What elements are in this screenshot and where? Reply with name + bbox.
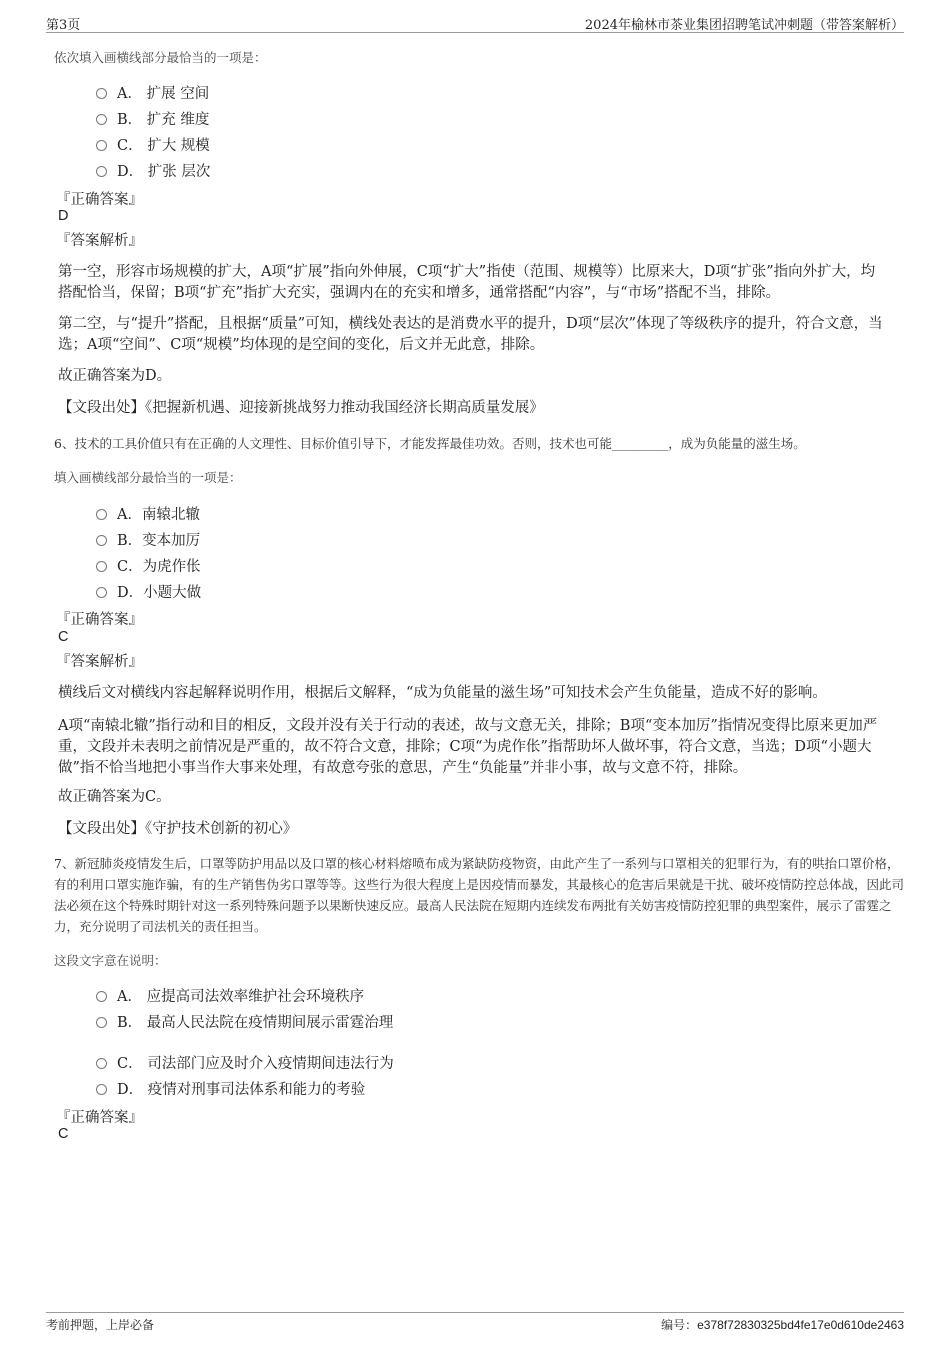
q6-analysis-label: 『答案解析』 bbox=[56, 654, 143, 670]
document-id: 编号：e378f72830325bd4fe17e0d610de2463 bbox=[661, 1318, 904, 1332]
radio-icon bbox=[96, 587, 107, 598]
q5-option-a[interactable]: A． 扩展 空间 bbox=[96, 82, 209, 103]
radio-icon bbox=[96, 166, 107, 177]
q6-analysis-1: 横线后文对横线内容起解释说明作用，根据后文解释，“成为负能量的滋生场”可知技术会产生负能量，造成不好的影响。 bbox=[58, 685, 827, 701]
q6-option-a[interactable]: A．南辕北辙 bbox=[96, 503, 200, 524]
radio-icon bbox=[96, 991, 107, 1002]
q5-analysis-1: 第一空，形容市场规模的扩大，A项“扩展”指向外伸展，C项“扩大”指使（范围、规模等）比原来大，D项“扩张”指向外扩大，均搭配恰当，保留；B项“扩充”指扩大充实，强调内在的充实和增多，通常搭配“内容”，与“市场”搭配不当，排除。 bbox=[58, 264, 876, 301]
q6-answer-label: 『正确答案』 bbox=[56, 612, 143, 628]
radio-icon bbox=[96, 140, 107, 151]
q7-option-a[interactable]: A． 应提高司法效率维护社会环境秩序 bbox=[96, 985, 364, 1006]
q7-prompt: 这段文字意在说明： bbox=[54, 953, 167, 968]
radio-icon bbox=[96, 114, 107, 125]
q7-answer: C bbox=[58, 1126, 69, 1142]
radio-icon bbox=[96, 509, 107, 520]
q7-option-c[interactable]: C． 司法部门应及时介入疫情期间违法行为 bbox=[96, 1052, 394, 1073]
q5-source: 【文段出处】《把握新机遇、迎接新挑战努力推动我国经济长期高质量发展》 bbox=[58, 400, 544, 416]
radio-icon bbox=[96, 1017, 107, 1028]
q5-analysis-2: 第二空，与“提升”搭配，且根据“质量”可知，横线处表达的是消费水平的提升，D项“层次”体现了等级秩序的提升，符合文意，当选；A项“空间”、C项“规模”均体现的是空间的变化，后文并无此意，排除。 bbox=[58, 316, 883, 353]
radio-icon bbox=[96, 1058, 107, 1069]
page-footer bbox=[46, 1312, 904, 1335]
radio-icon bbox=[96, 1084, 107, 1095]
q6-option-d[interactable]: D．小题大做 bbox=[96, 581, 201, 602]
page-number: 第3页 bbox=[46, 18, 81, 33]
q6-option-c[interactable]: C．为虎作伥 bbox=[96, 555, 201, 576]
q5-analysis-3: 故正确答案为D。 bbox=[58, 368, 172, 384]
q5-answer: D bbox=[58, 208, 69, 224]
q7-option-b[interactable]: B． 最高人民法院在疫情期间展示雷霆治理 bbox=[96, 1011, 393, 1032]
q7-text: 7、新冠肺炎疫情发生后，口罩等防护用品以及口罩的核心材料熔喷布成为紧缺防疫物资，由此产生了一系列与口罩相关的犯罪行为，有的哄抬口罩价格，有的利用口罩实施诈骗，有的生产销售伪劣口罩等等。这些行为很大程度上是因疫情而暴发，其最核心的危害后果就是干扰、破坏疫情防控总体战，因此司法必须在这个特殊时期针对这一系列特殊问题予以果断快速反应。最高人民法院在短期内连续发布两批有关妨害疫情防控犯罪的典型案件，展示了雷霆之力，充分说明了司法机关的责任担当。 bbox=[54, 856, 905, 934]
q5-option-d[interactable]: D． 扩张 层次 bbox=[96, 160, 210, 181]
radio-icon bbox=[96, 88, 107, 99]
q5-prompt: 依次填入画横线部分最恰当的一项是： bbox=[54, 50, 267, 65]
q6-answer: C bbox=[58, 629, 69, 645]
q7-option-d[interactable]: D． 疫情对刑事司法体系和能力的考验 bbox=[96, 1078, 365, 1099]
document-title: 2024年榆林市茶业集团招聘笔试冲刺题（带答案解析） bbox=[584, 18, 904, 33]
q6-analysis-3: 故正确答案为C。 bbox=[58, 789, 171, 805]
page-header bbox=[46, 14, 904, 33]
q6-prompt: 填入画横线部分最恰当的一项是： bbox=[54, 470, 242, 485]
q6-option-b[interactable]: B．变本加厉 bbox=[96, 529, 200, 550]
q6-source: 【文段出处】《守护技术创新的初心》 bbox=[58, 821, 298, 837]
q6-analysis-2: A项“南辕北辙”指行动和目的相反，文段并没有关于行动的表述，故与文意无关，排除；B项“变本加厉”指情况变得比原来更加严重，文段并未表明之前情况是严重的，故不符合文意，排除；C项“为虎作伥”指帮助坏人做坏事，符合文意，当选；D项“小题大做”指不恰当地把小事当作大事来处理，有故意夸张的意思，产生“负能量”并非小事，故与文意不符，排除。 bbox=[58, 718, 878, 776]
radio-icon bbox=[96, 561, 107, 572]
q5-answer-label: 『正确答案』 bbox=[56, 192, 143, 208]
q7-answer-label: 『正确答案』 bbox=[56, 1110, 143, 1126]
q5-option-c[interactable]: C． 扩大 规模 bbox=[96, 134, 210, 155]
q5-option-b[interactable]: B． 扩充 维度 bbox=[96, 108, 209, 129]
q6-text: 6、技术的工具价值只有在正确的人文理性、目标价值引导下，才能发挥最佳功效。否则，技术也可能_________，成为负能量的滋生场。 bbox=[54, 436, 806, 451]
q5-analysis-label: 『答案解析』 bbox=[56, 233, 143, 249]
radio-icon bbox=[96, 535, 107, 546]
footer-slogan: 考前押题，上岸必备 bbox=[46, 1318, 155, 1332]
